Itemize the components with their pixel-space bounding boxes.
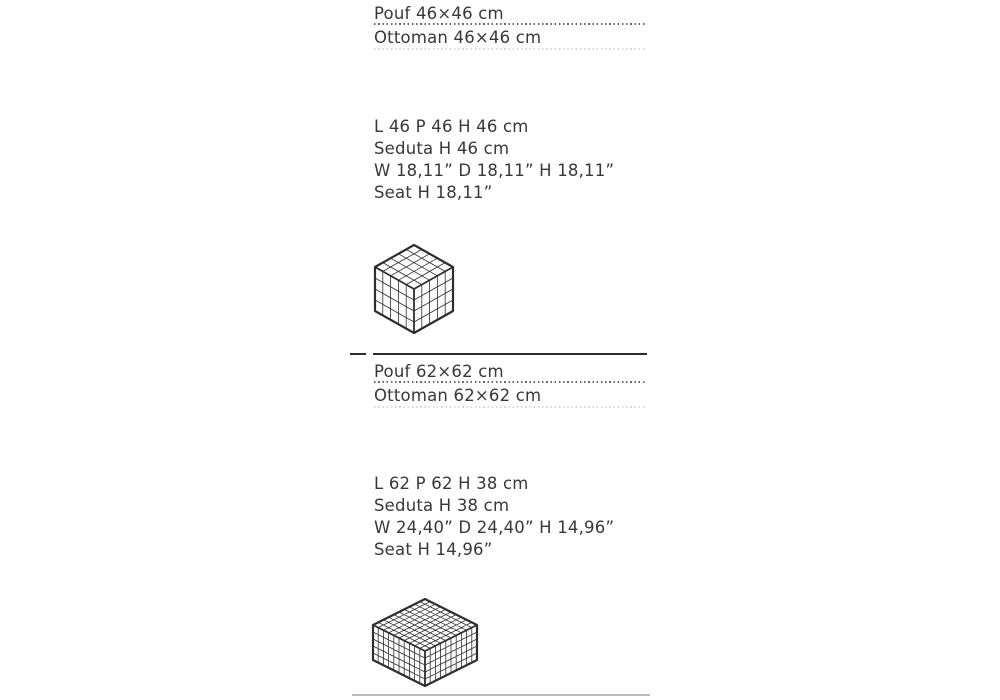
- section2-faint-rule: [374, 406, 646, 408]
- section1-dotted-separator: [374, 23, 646, 25]
- section1-faint-rule: [374, 48, 646, 50]
- pouf-62-isometric-drawing: [371, 597, 479, 688]
- spec-line: L 62 P 62 H 38 cm: [374, 474, 529, 493]
- section2-title-secondary: Ottoman 62×62 cm: [374, 386, 542, 405]
- spec-line: Seat H 18,11”: [374, 183, 493, 202]
- spec-line: L 46 P 46 H 46 cm: [374, 117, 529, 136]
- spec-line: W 18,11” D 18,11” H 18,11”: [374, 161, 615, 180]
- spec-line: W 24,40” D 24,40” H 14,96”: [374, 518, 615, 537]
- section2-title-primary: Pouf 62×62 cm: [374, 362, 504, 381]
- spec-line: Seat H 14,96”: [374, 540, 493, 559]
- pouf-46-isometric-drawing: [373, 243, 455, 335]
- section2-spec-block: [374, 473, 614, 561]
- section-divider-rule: [373, 353, 647, 355]
- section-divider-tick: [350, 353, 366, 355]
- spec-line: Seduta H 46 cm: [374, 139, 510, 158]
- section1-title-secondary: Ottoman 46×46 cm: [374, 28, 542, 47]
- bottom-rule: [352, 694, 650, 696]
- section2-dotted-separator: [374, 381, 646, 383]
- spec-line: Seduta H 38 cm: [374, 496, 510, 515]
- section1-spec-block: [374, 116, 614, 204]
- section1-title-primary: Pouf 46×46 cm: [374, 4, 504, 23]
